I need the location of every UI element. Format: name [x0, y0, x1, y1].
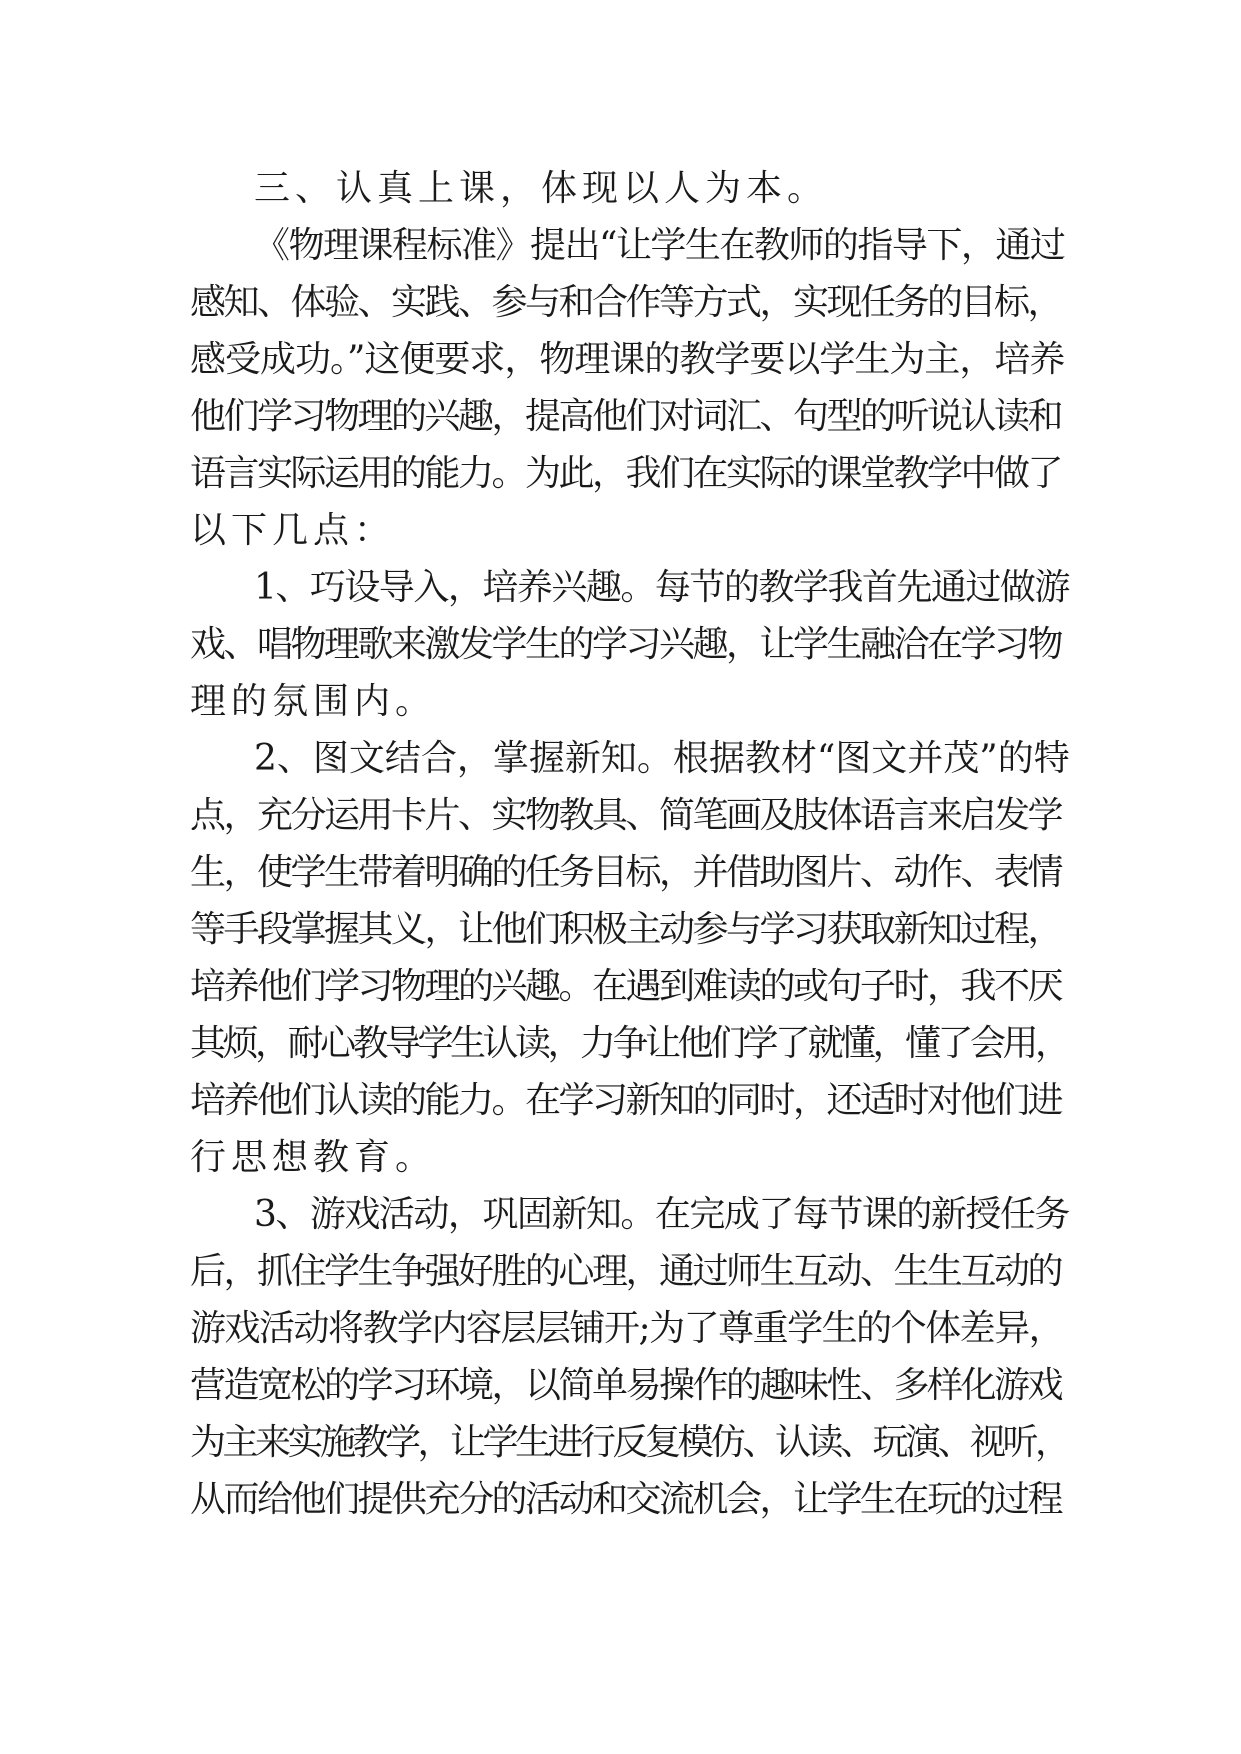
paragraph-line: 他们学习物理的兴趣，提高他们对词汇、句型的听说认读和 — [190, 396, 1062, 437]
paragraph-line: 理的氛围内。 — [190, 681, 437, 722]
paragraph-line: 以下几点： — [190, 510, 396, 551]
body-text — [190, 160, 1070, 1528]
paragraph-line: 1、巧设导入，培养兴趣。每节的教学我首先通过做游 — [254, 567, 1069, 608]
paragraph-line: 戏、唱物理歌来激发学生的学习兴趣，让学生融洽在学习物 — [190, 624, 1062, 665]
paragraph-line: 培养他们学习物理的兴趣。在遇到难读的或句子时，我不厌 — [190, 966, 1062, 1007]
paragraph-line: 后，抓住学生争强好胜的心理，通过师生互动、生生互动的 — [190, 1251, 1062, 1292]
paragraph-line: 《物理课程标准》提出“让学生在教师的指导下，通过 — [254, 225, 1065, 266]
paragraph-line: 感受成功。”这便要求，物理课的教学要以学生为主，培养 — [190, 339, 1065, 380]
paragraph-line: 其烦，耐心教导学生认读，力争让他们学了就懂，懂了会用， — [190, 1023, 1068, 1064]
paragraph-line: 从而给他们提供充分的活动和交流机会，让学生在玩的过程 — [190, 1479, 1062, 1520]
paragraph-line: 点，充分运用卡片、实物教具、简笔画及肢体语言来启发学 — [190, 795, 1062, 836]
paragraph-line: 为主来实施教学，让学生进行反复模仿、认读、玩演、视听， — [190, 1422, 1068, 1463]
paragraph-line: 培养他们认读的能力。在学习新知的同时，还适时对他们进 — [190, 1080, 1062, 1121]
paragraph-line: 等手段掌握其义，让他们积极主动参与学习获取新知过程， — [190, 909, 1062, 950]
paragraph-line: 游戏活动将教学内容层层铺开;为了尊重学生的个体差异， — [190, 1308, 1064, 1349]
paragraph-line: 行思想教育。 — [190, 1137, 437, 1178]
paragraph-line: 2、图文结合，掌握新知。根据教材“图文并茂”的特 — [254, 738, 1070, 779]
paragraph-line: 语言实际运用的能力。为此，我们在实际的课堂教学中做了 — [190, 453, 1062, 494]
paragraph-line: 生，使学生带着明确的任务目标，并借助图片、动作、表情 — [190, 852, 1062, 893]
paragraph-line: 感知、体验、实践、参与和合作等方式，实现任务的目标， — [190, 282, 1062, 323]
paragraph-line: 3、游戏活动，巩固新知。在完成了每节课的新授任务 — [254, 1194, 1069, 1235]
section-heading: 三、认真上课，体现以人为本。 — [254, 168, 829, 209]
paragraph-line: 营造宽松的学习环境，以简单易操作的趣味性、多样化游戏 — [190, 1365, 1062, 1406]
